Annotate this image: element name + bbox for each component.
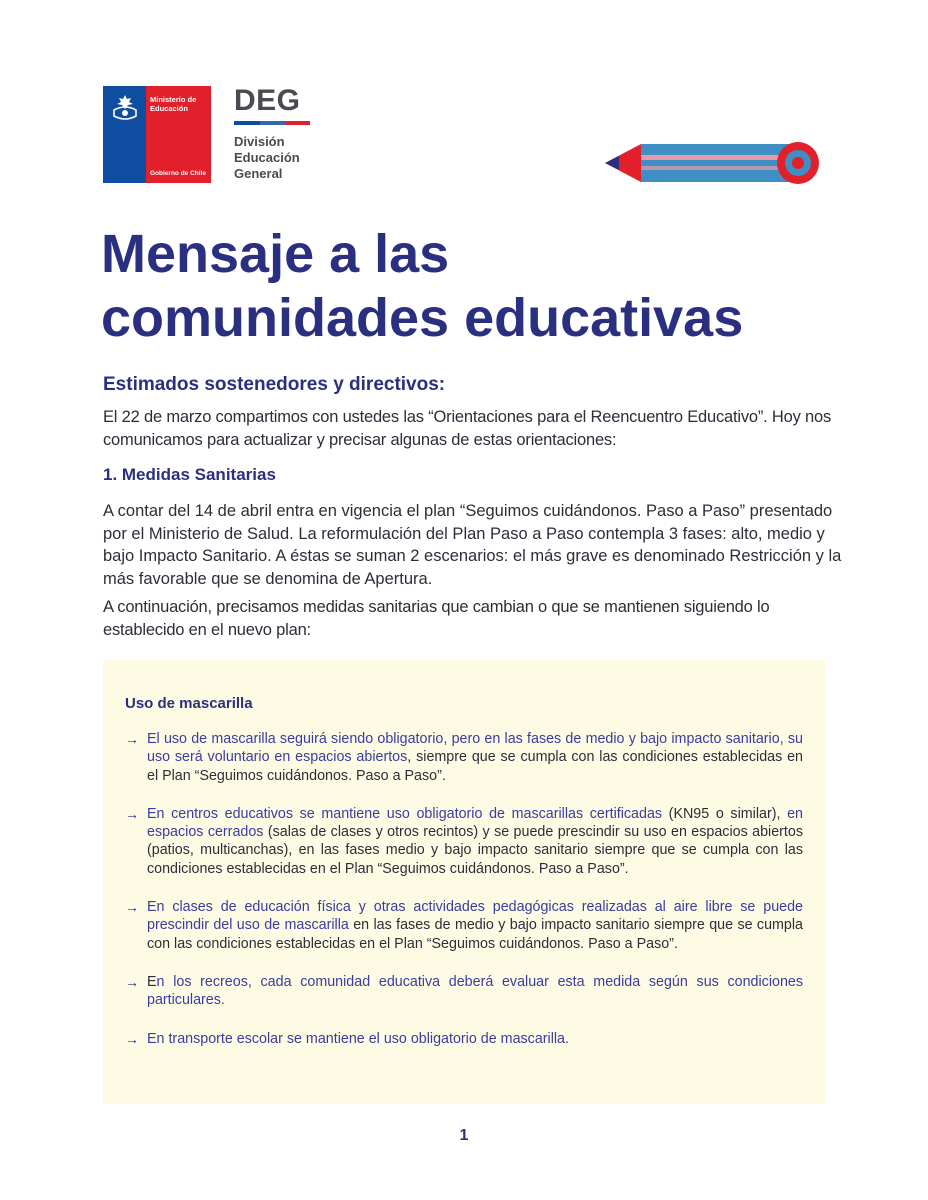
gobierno-text: Gobierno de Chile <box>150 170 206 177</box>
deg-subtitle: División Educación General <box>234 134 300 181</box>
arrow-right-icon: → <box>125 1030 139 1047</box>
list-item: → El uso de mascarilla seguirá siendo obligatorio, pero en las fases de medio y bajo impacto sanitario, su uso será voluntario en espacios abiertos, siempre que se cumpla con las condiciones establecidas en el Plan “Seguimos cuidándonos. Paso a Paso”. <box>125 731 804 784</box>
paragraph-measures: A continuación, precisamos medidas sanitarias que cambian o que se mantienen siguiendo lo establecido en el nuevo plan: <box>103 598 770 639</box>
arrow-right-icon: → <box>125 899 139 916</box>
page-number: 1 <box>459 1127 469 1144</box>
list-item: → En los recreos, cada comunidad educativa deberá evaluar esta medida según sus condiciones particulares. <box>125 973 803 1009</box>
paragraph-plan: A contar del 14 de abril entra en vigencia el plan “Seguimos cuidándonos. Paso a Paso” presentado por el Ministerio de Salud. La reformulación del Plan Paso a Paso contempla 3 fases: alto, medio y bajo Impacto Sanitario. A éstas se suman 2 escenarios: el más grave es denominado Restricción y la más favorable que se denomina de Apertura. <box>103 502 842 588</box>
pencil-illustration-icon <box>605 135 825 191</box>
deg-title: DEG <box>234 84 301 117</box>
arrow-right-icon: → <box>125 731 139 747</box>
greeting: Estimados sostenedores y directivos: <box>103 374 446 395</box>
deg-logo <box>234 86 314 182</box>
list-item: → En transporte escolar se mantiene el uso obligatorio de mascarilla. <box>125 1030 569 1047</box>
arrow-right-icon: → <box>125 805 139 822</box>
deg-color-bar <box>234 121 310 125</box>
box-title: Uso de mascarilla <box>125 695 253 712</box>
list-item: → En centros educativos se mantiene uso obligatorio de mascarillas certificadas (KN95 o similar), en espacios cerrados (salas de clases y otros recintos) y se puede prescindir su uso en espacios abiertos (patios, multicanchas), en las fases medio y bajo impacto sanitario siempre que se cumpla con las condiciones establecidas en el Plan “Seguimos cuidándonos. Paso a Paso”. <box>125 805 803 877</box>
page-title: Mensaje a las comunidades educativas <box>101 224 744 348</box>
bullet-list <box>125 730 803 1068</box>
mask-info-box <box>103 660 825 1104</box>
ministerio-logo <box>103 86 211 183</box>
chile-crest-icon <box>108 92 142 124</box>
arrow-right-icon: → <box>125 973 139 990</box>
list-item: → En clases de educación física y otras actividades pedagógicas realizadas al aire libre se puede prescindir del uso de mascarilla en las fases de medio y bajo impacto sanitario siempre que se cumpla con las condiciones establecidas en el Plan “Seguimos cuidándonos. Paso a Paso”. <box>125 899 804 952</box>
section-title: 1. Medidas Sanitarias <box>103 465 276 484</box>
ministerio-text: Ministerio de Educación <box>150 95 197 113</box>
intro-paragraph: El 22 de marzo compartimos con ustedes las “Orientaciones para el Reencuentro Educativo”. Hoy nos comunicamos para actualizar y precisar algunas de estas orientaciones: <box>103 408 832 449</box>
